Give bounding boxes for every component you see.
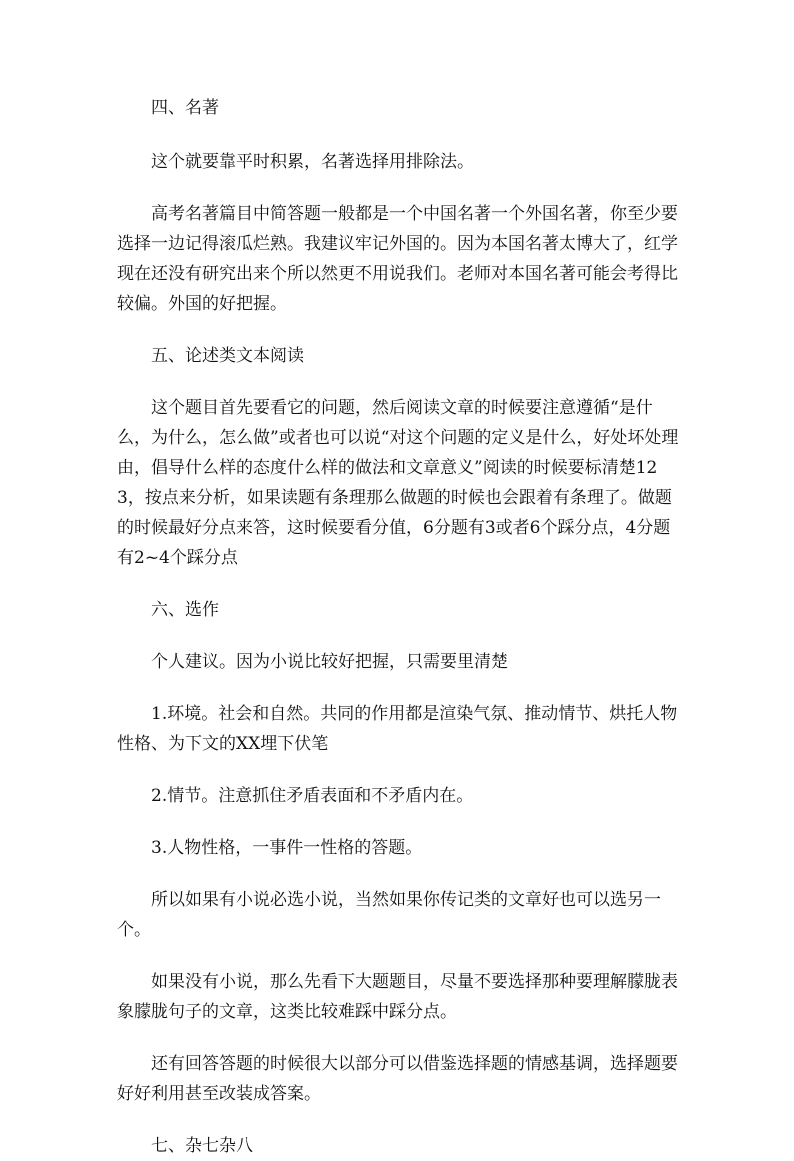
list-item-1: 1.环境。社会和自然。共同的作用都是渲染气氛、推动情节、烘托人物性格、为下文的XX埋下伏笔 [117,704,678,754]
list-item-2: 2.情节。注意抓住矛盾表面和不矛盾内在。 [151,786,474,806]
paragraph: 这个就要靠平时积累，名著选择用排除法。 [151,152,474,172]
document-body [117,93,679,1161]
section-heading-4: 四、名著 [151,98,219,118]
paragraph: 这个题目首先要看它的问题，然后阅读文章的时候要注意遵循“是什么，为什么，怎么做”或者也可以说“对这个问题的定义是什么，好处坏处理由，倡导什么样的态度什么样的做法和文章意义”阅读的时候要标清楚123，按点来分析，如果读题有条理那么做题的时候也会跟着有条理了。做题的时候最好分点来答，这时候要看分值，6分题有3或者6个踩分点，4分题有2~4个踩分点 [117,398,679,568]
section-heading-7: 七、杂七杂八 [151,1136,253,1156]
paragraph: 如果没有小说，那么先看下大题题目，尽量不要选择那种要理解朦胧表象朦胧句子的文章，这类比较难踩中踩分点。 [117,972,678,1022]
list-item-3: 3.人物性格，一事件一性格的答题。 [151,838,423,858]
section-heading-6: 六、选作 [151,600,219,620]
paragraph: 所以如果有小说必选小说，当然如果你传记类的文章好也可以选另一个。 [117,890,661,940]
paragraph: 个人建议。因为小说比较好把握，只需要里清楚 [151,652,508,672]
section-heading-5: 五、论述类文本阅读 [151,346,304,366]
paragraph: 还有回答答题的时候很大以部分可以借鉴选择题的情感基调，选择题要好好利用甚至改装成答案。 [117,1054,678,1104]
paragraph: 高考名著篇目中简答题一般都是一个中国名著一个外国名著，你至少要选择一边记得滚瓜烂熟。我建议牢记外国的。因为本国名著太博大了，红学现在还没有研究出来个所以然更不用说我们。老师对本国名著可能会考得比较偏。外国的好把握。 [117,204,678,314]
